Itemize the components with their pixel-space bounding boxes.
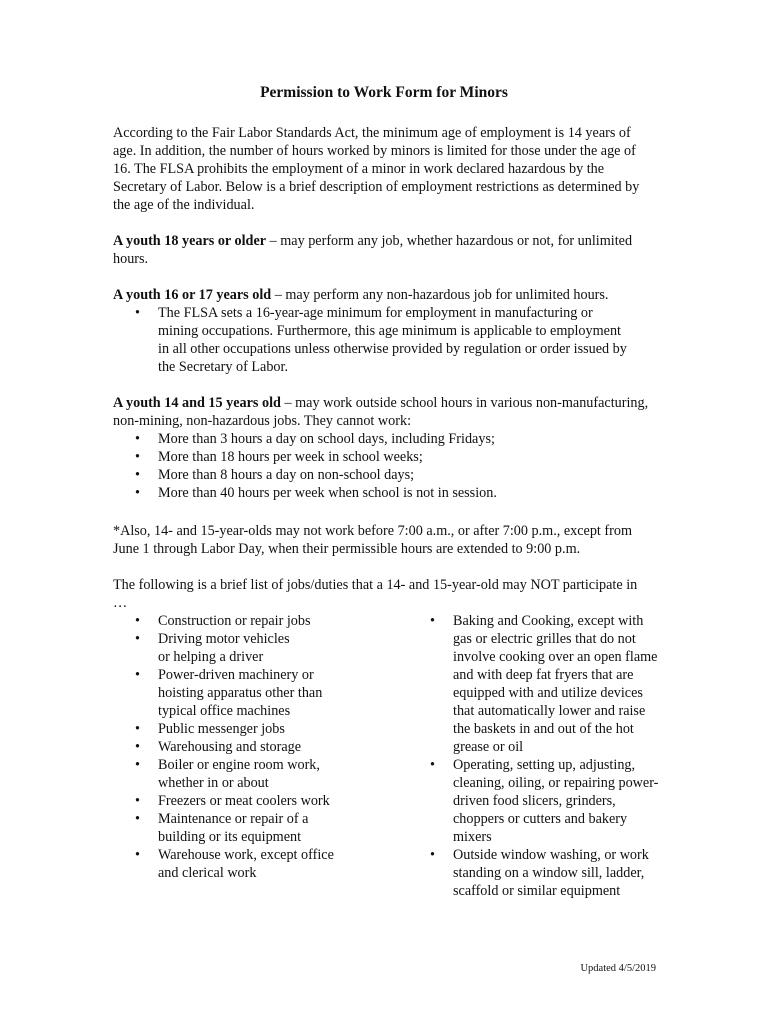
section-heading: A youth 18 years or older xyxy=(113,233,267,249)
section-18-plus xyxy=(113,232,653,268)
section-paragraph xyxy=(113,394,653,430)
hours-note: *Also, 14- and 15-year-olds may not work before 7:00 a.m., or after 7:00 p.m., except from June 1 through Labor Day, when their permissible hours are extended to 9:00 p.m. xyxy=(113,523,632,557)
list-item: • More than 3 hours a day on school days, including Fridays; xyxy=(113,430,653,448)
list-item: • Baking and Cooking, except with gas or electric grilles that do not involve cooking over an open flame and with deep fat fryers that are equipped with and utilize devices that automatically lower and raise the baskets in and out of the hot grease or oil xyxy=(408,612,668,756)
updated-date: Updated 4/5/2019 xyxy=(580,963,656,974)
section-paragraph xyxy=(113,232,653,268)
section-text: – may perform any non-hazardous job for unlimited hours. xyxy=(271,287,609,303)
section-text: – may work outside school hours in various non-manufacturing, non-mining, non-hazardous jobs. They cannot work: xyxy=(113,395,649,429)
section-heading: A youth 14 and 15 years old xyxy=(113,395,281,411)
section-paragraph xyxy=(113,286,653,304)
list-item: • Boiler or engine room work, whether in or about xyxy=(113,756,373,792)
bullet-list xyxy=(113,304,653,376)
list-item: • The FLSA sets a 16-year-age minimum for employment in manufacturing or mining occupations. Furthermore, this age minimum is applicable to employment in all other occupations unless otherwise provided by regulation or order issued by the Secretary of Labor. xyxy=(113,304,633,376)
section-14-15 xyxy=(113,394,653,502)
list-item: • Construction or repair jobs xyxy=(113,612,373,630)
section-heading: A youth 16 or 17 years old xyxy=(113,287,272,303)
intro-paragraph: According to the Fair Labor Standards Act, the minimum age of employment is 14 years of age. In addition, the number of hours worked by minors is limited for those under the age of 16. The FLSA prohibits the employment of a minor in work declared hazardous by the Secretary of Labor. Below is a brief description of employment restrictions as determined by the age of the individual. xyxy=(113,125,640,213)
list-item: • Power-driven machinery or hoisting apparatus other than typical office machines xyxy=(113,666,373,720)
list-item: • More than 18 hours per week in school weeks; xyxy=(113,448,653,466)
prohibited-jobs-left xyxy=(113,612,373,882)
list-item: • Maintenance or repair of a building or its equipment xyxy=(113,810,373,846)
list-item: • Operating, setting up, adjusting, cleaning, oiling, or repairing power-driven food slicers, grinders, choppers or cutters and bakery mixers xyxy=(408,756,668,846)
list-item: • Warehousing and storage xyxy=(113,738,373,756)
section-16-17 xyxy=(113,286,653,376)
list-item: • Public messenger jobs xyxy=(113,720,373,738)
prohibited-jobs-right xyxy=(408,612,668,900)
list-item: • More than 40 hours per week when school is not in session. xyxy=(113,484,653,502)
bullet-list xyxy=(113,430,653,502)
list-item: • Driving motor vehicles or helping a driver xyxy=(113,630,373,666)
section-text: – may perform any job, whether hazardous or not, for unlimited hours. xyxy=(113,233,633,267)
list-item: • Warehouse work, except office and clerical work xyxy=(113,846,373,882)
list-item: • Freezers or meat coolers work xyxy=(113,792,373,810)
page-title: Permission to Work Form for Minors xyxy=(260,84,508,101)
list-item: • Outside window washing, or work standing on a window sill, ladder, scaffold or similar equipment xyxy=(408,846,668,900)
list-intro: The following is a brief list of jobs/duties that a 14- and 15-year-old may NOT participate in … xyxy=(113,577,638,611)
list-item: • More than 8 hours a day on non-school days; xyxy=(113,466,653,484)
